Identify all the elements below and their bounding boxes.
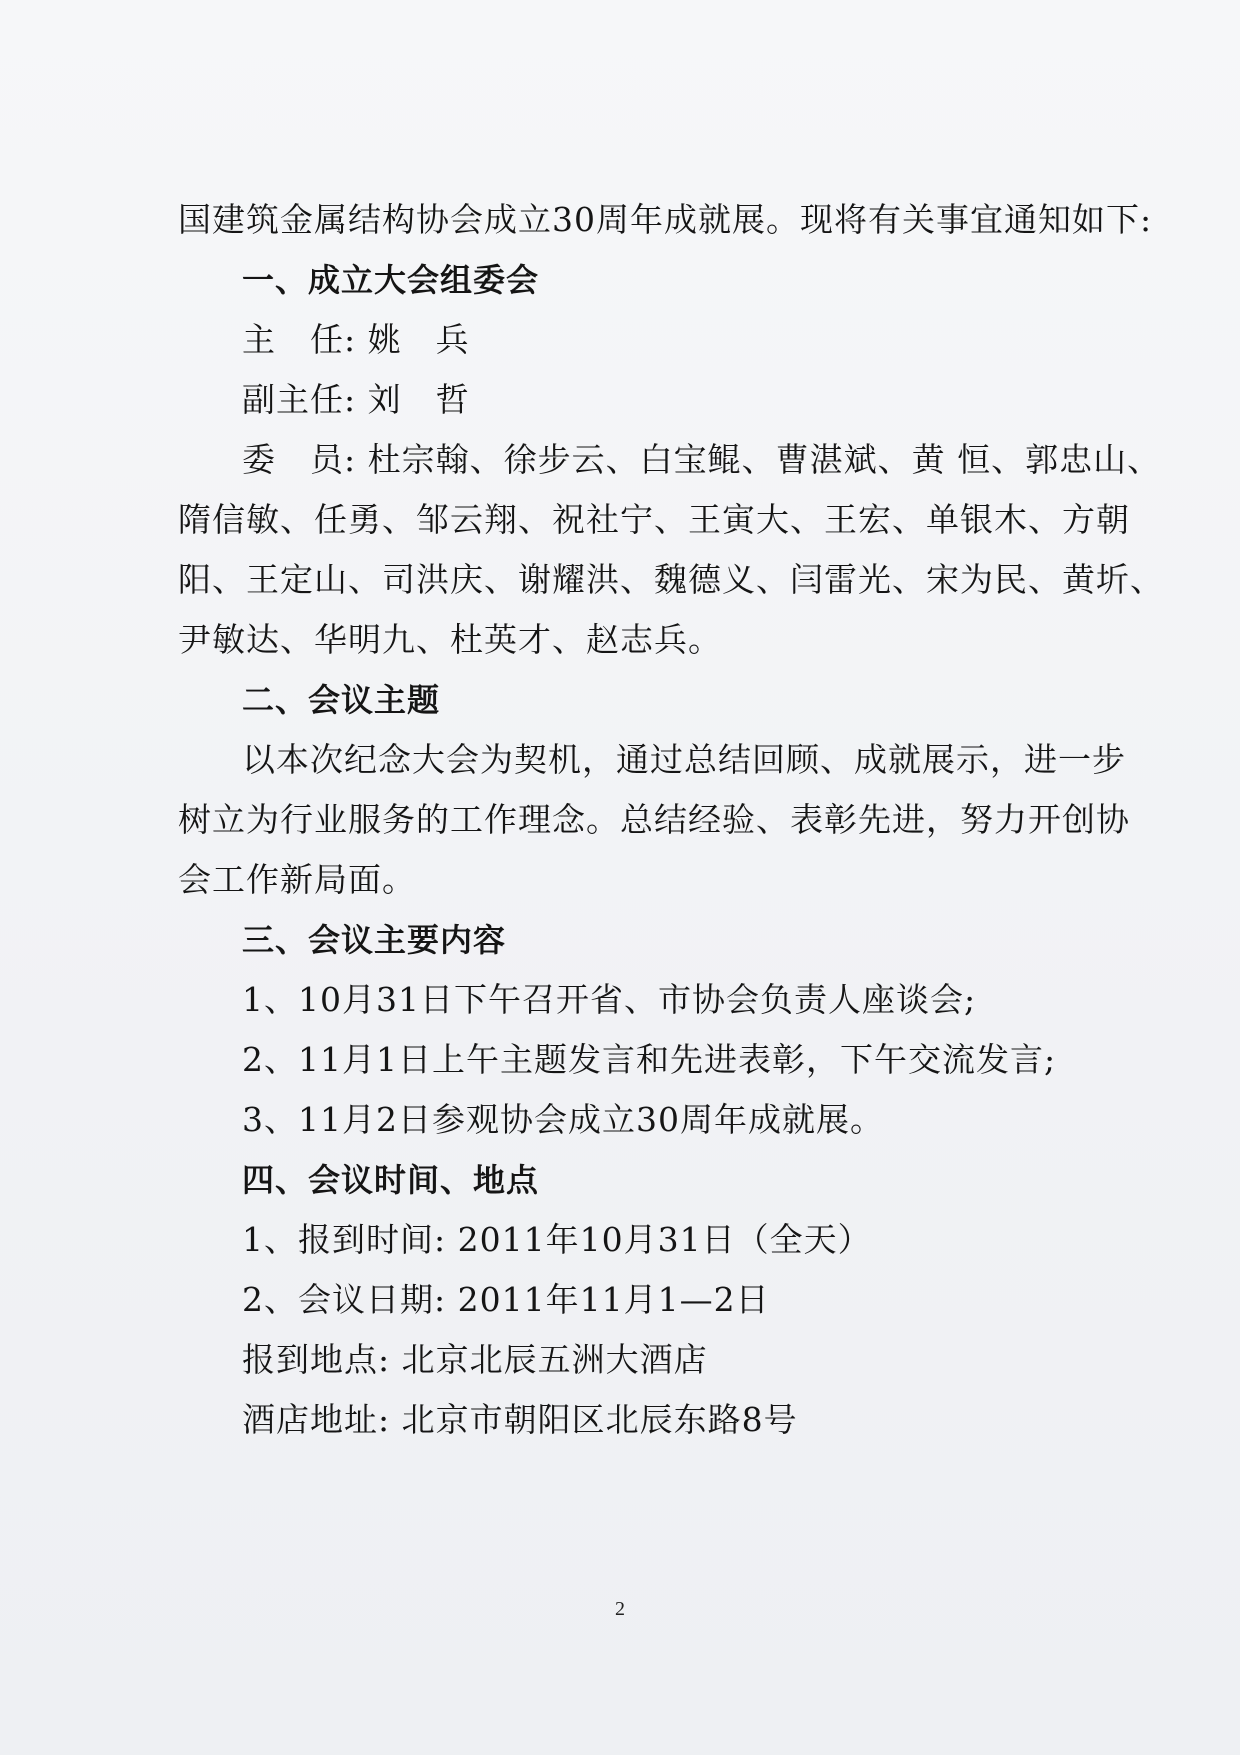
body-line: 阳、王定山、司洪庆、谢耀洪、魏德义、闫雷光、宋为民、黄圻、 bbox=[178, 560, 1164, 599]
body-line: 隋信敏、任勇、邹云翔、祝社宁、王寅大、王宏、单银木、方朝 bbox=[178, 500, 1130, 539]
body-line: 酒店地址: 北京市朝阳区北辰东路8号 bbox=[242, 1400, 798, 1439]
section-heading: 二、会议主题 bbox=[242, 681, 441, 719]
document-body bbox=[178, 190, 1164, 1450]
body-line: 国建筑金属结构协会成立30周年成就展。现将有关事宜通知如下: bbox=[178, 200, 1153, 239]
page-number: 2 bbox=[615, 1598, 625, 1620]
body-line: 2、会议日期: 2011年11月1—2日 bbox=[242, 1280, 770, 1319]
body-line: 报到地点: 北京北辰五洲大酒店 bbox=[242, 1340, 708, 1379]
body-line: 主 任: 姚 兵 bbox=[242, 320, 470, 359]
body-line: 副主任: 刘 哲 bbox=[242, 380, 470, 419]
body-line: 1、报到时间: 2011年10月31日（全天） bbox=[242, 1220, 872, 1259]
section-heading: 一、成立大会组委会 bbox=[242, 261, 540, 299]
body-line: 3、11月2日参观协会成立30周年成就展。 bbox=[242, 1100, 884, 1139]
section-heading: 三、会议主要内容 bbox=[242, 921, 507, 959]
body-line: 以本次纪念大会为契机，通过总结回顾、成就展示，进一步 bbox=[242, 740, 1126, 779]
body-line: 2、11月1日上午主题发言和先进表彰，下午交流发言; bbox=[242, 1040, 1057, 1079]
section-heading: 四、会议时间、地点 bbox=[242, 1161, 540, 1199]
body-line: 委 员: 杜宗翰、徐步云、白宝鲲、曹湛斌、黄 恒、郭忠山、 bbox=[242, 440, 1162, 479]
body-line: 尹敏达、华明九、杜英才、赵志兵。 bbox=[178, 620, 722, 659]
body-line: 1、10月31日下午召开省、市协会负责人座谈会; bbox=[242, 980, 977, 1019]
body-line: 会工作新局面。 bbox=[178, 860, 416, 899]
body-line: 树立为行业服务的工作理念。总结经验、表彰先进，努力开创协 bbox=[178, 800, 1130, 839]
